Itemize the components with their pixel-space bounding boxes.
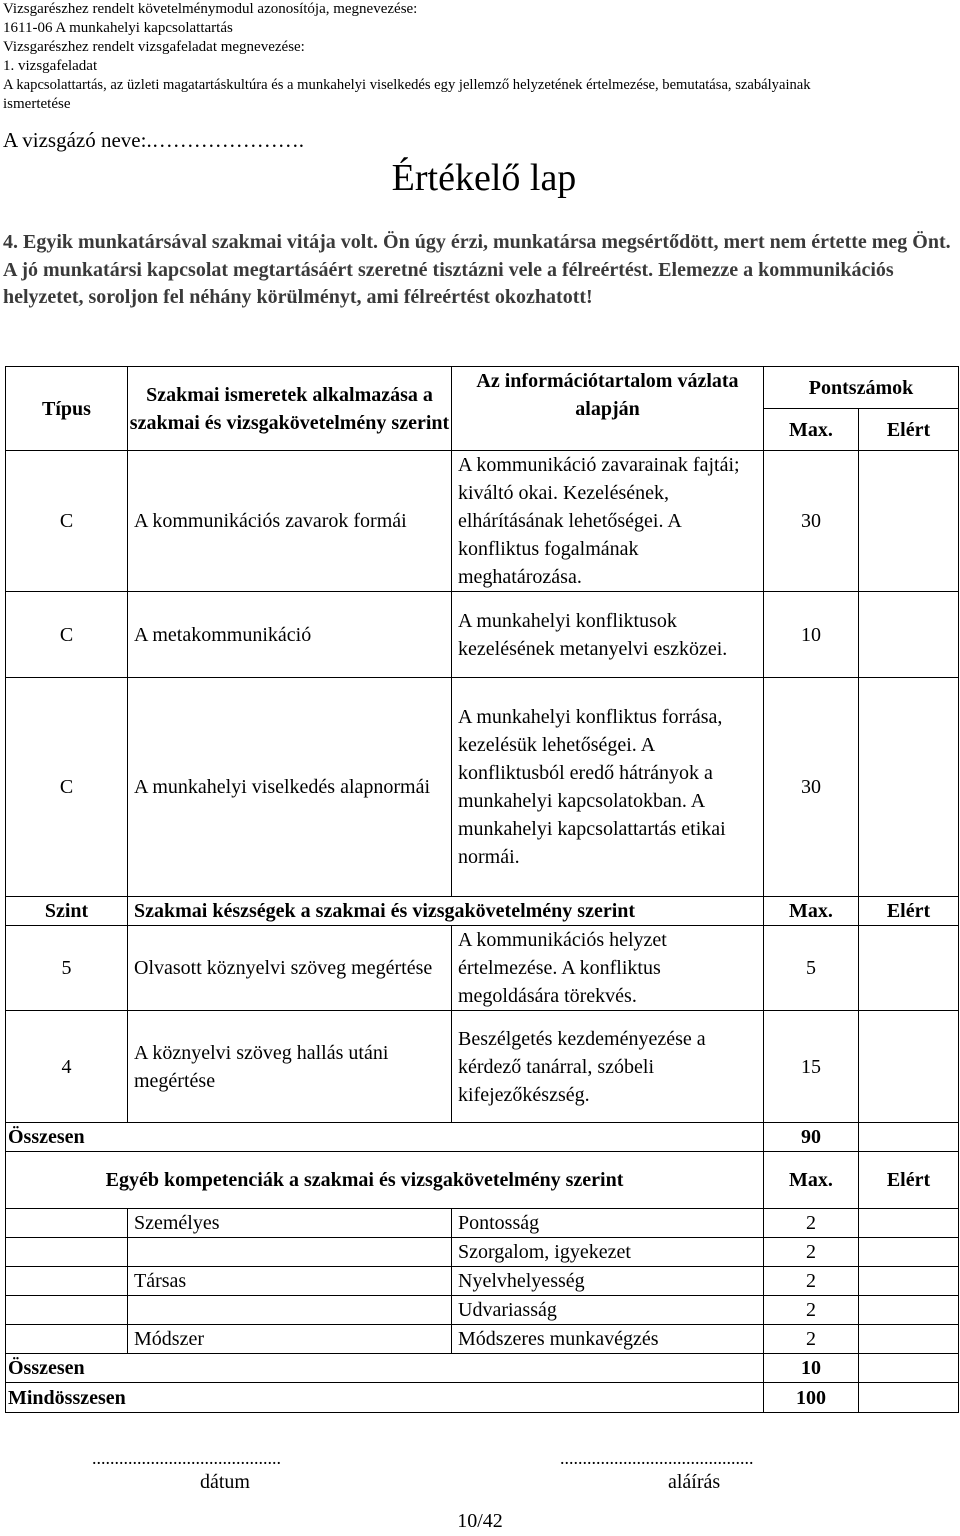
table-row	[6, 1267, 959, 1296]
category-cell: Módszer	[128, 1325, 452, 1354]
evaluation-table	[5, 366, 959, 1413]
subtotal-label: Összesen	[6, 1123, 764, 1152]
competency-cell: Szorgalom, igyekezet	[452, 1238, 764, 1267]
max-points-cell: 30	[764, 678, 859, 897]
knowledge-cell: A metakommunikáció	[128, 592, 452, 678]
header-line: A kapcsolattartás, az üzleti magatartáskultúra és a munkahelyi viselkedés egy jellemző helyzetének értelmezése, bemutatása, szabályainak	[3, 77, 811, 93]
competency-cell: Pontosság	[452, 1209, 764, 1238]
skills-head-row	[6, 897, 959, 926]
competency-cell: Módszeres munkavégzés	[452, 1325, 764, 1354]
content-cell: A munkahelyi konfliktus forrása, kezelésük lehetőségei. A konfliktusból eredő hátrányok a munkahelyi kapcsolatokban. A munkahelyi kapcsolattartás etikai normái.	[452, 678, 764, 897]
col-head-achieved: Elért	[859, 897, 959, 926]
page-title: Értékelő lap	[391, 157, 577, 199]
signature-label: aláírás	[668, 1471, 721, 1493]
date-dotted-line: ..........................................	[92, 1448, 281, 1468]
header-line: ismertetése	[3, 96, 71, 112]
table-row	[6, 451, 959, 592]
table-row	[6, 1238, 959, 1267]
blank-cell	[6, 1325, 128, 1354]
col-head-max: Max.	[764, 897, 859, 926]
header-line: Vizsgarészhez rendelt követelménymodul azonosítója, megnevezése:	[3, 1, 418, 17]
col-head-max: Max.	[764, 409, 859, 451]
table-row	[6, 926, 959, 1011]
table-row	[6, 1325, 959, 1354]
skill-cell: A köznyelvi szöveg hallás utáni megértése	[128, 1011, 452, 1123]
col-head-level: Szint	[6, 897, 128, 926]
max-points-cell: 15	[764, 1011, 859, 1123]
blank-cell	[6, 1296, 128, 1325]
col-head-points: Pontszámok	[764, 367, 959, 409]
achieved-points-cell[interactable]	[859, 1383, 959, 1413]
other-head-title: Egyéb kompetenciák a szakmai és vizsgakövetelmény szerint	[6, 1152, 764, 1209]
category-cell: Társas	[128, 1267, 452, 1296]
skill-cell: Olvasott köznyelvi szöveg megértése	[128, 926, 452, 1011]
signature-dotted-line: ...........................................	[560, 1448, 754, 1468]
achieved-points-cell[interactable]	[859, 1296, 959, 1325]
content-cell: A munkahelyi konfliktusok kezelésének metanyelvi eszközei.	[452, 592, 764, 678]
achieved-points-cell[interactable]	[859, 1209, 959, 1238]
type-cell: C	[6, 678, 128, 897]
max-points-cell: 2	[764, 1296, 859, 1325]
content-cell: Beszélgetés kezdeményezése a kérdező tanárral, szóbeli kifejezőkészség.	[452, 1011, 764, 1123]
knowledge-cell: A munkahelyi viselkedés alapnormái	[128, 678, 452, 897]
col-head-achieved: Elért	[859, 409, 959, 451]
table-row	[6, 592, 959, 678]
achieved-points-cell[interactable]	[859, 926, 959, 1011]
header-line: 1611-06 A munkahelyi kapcsolattartás	[3, 20, 233, 36]
blank-cell	[6, 1238, 128, 1267]
other-head-row	[6, 1152, 959, 1209]
header-line: Vizsgarészhez rendelt vizsgafeladat megnevezése:	[3, 39, 305, 55]
level-cell: 5	[6, 926, 128, 1011]
content-cell: A kommunikáció zavarainak fajtái; kiváltó okai. Kezelésének, elhárításának lehetőségei. A konfliktus fogalmának meghatározása.	[452, 451, 764, 592]
col-head-content: Az információtartalom vázlata alapján	[452, 367, 764, 451]
achieved-points-cell[interactable]	[859, 1238, 959, 1267]
subtotal-value: 90	[764, 1123, 859, 1152]
max-points-cell: 30	[764, 451, 859, 592]
subtotal-row	[6, 1123, 959, 1152]
achieved-points-cell[interactable]	[859, 1267, 959, 1296]
achieved-points-cell[interactable]	[859, 451, 959, 592]
table-row	[6, 1296, 959, 1325]
skills-head-title: Szakmai készségek a szakmai és vizsgakövetelmény szerint	[128, 897, 764, 926]
grand-total-value: 100	[764, 1383, 859, 1413]
category-cell	[128, 1238, 452, 1267]
achieved-points-cell[interactable]	[859, 592, 959, 678]
task-description: 4. Egyik munkatársával szakmai vitája volt. Ön úgy érzi, munkatársa megsértődött, mert nem értette meg Önt. A jó munkatársi kapcsolat megtartásáért szeretné tisztázni vele a félreértést. Elemezze a kommunikációs helyzetet, soroljon fel néhány körülményt, ami félreértést okozhatott!	[3, 231, 951, 308]
max-points-cell: 5	[764, 926, 859, 1011]
table-row	[6, 1209, 959, 1238]
page-number: 10/42	[457, 1510, 503, 1532]
content-cell: A kommunikációs helyzet értelmezése. A konfliktus megoldására törekvés.	[452, 926, 764, 1011]
subtotal-value: 10	[764, 1354, 859, 1383]
col-head-max: Max.	[764, 1152, 859, 1209]
category-cell: Személyes	[128, 1209, 452, 1238]
competency-cell: Udvariasság	[452, 1296, 764, 1325]
category-cell	[128, 1296, 452, 1325]
table-row	[6, 1011, 959, 1123]
achieved-points-cell[interactable]	[859, 1011, 959, 1123]
table-row	[6, 678, 959, 897]
competency-cell: Nyelvhelyesség	[452, 1267, 764, 1296]
subtotal-label: Összesen	[6, 1354, 764, 1383]
achieved-points-cell[interactable]	[859, 1123, 959, 1152]
max-points-cell: 2	[764, 1238, 859, 1267]
header-line: 1. vizsgafeladat	[3, 58, 98, 74]
achieved-points-cell[interactable]	[859, 678, 959, 897]
document-header	[3, 0, 953, 114]
max-points-cell: 2	[764, 1267, 859, 1296]
achieved-points-cell[interactable]	[859, 1325, 959, 1354]
subtotal-row	[6, 1354, 959, 1383]
knowledge-cell: A kommunikációs zavarok formái	[128, 451, 452, 592]
grand-total-row	[6, 1383, 959, 1413]
blank-cell	[6, 1267, 128, 1296]
max-points-cell: 2	[764, 1209, 859, 1238]
level-cell: 4	[6, 1011, 128, 1123]
col-head-knowledge: Szakmai ismeretek alkalmazása a szakmai és vizsgakövetelmény szerint	[128, 367, 452, 451]
col-head-type: Típus	[6, 367, 128, 451]
type-cell: C	[6, 451, 128, 592]
max-points-cell: 10	[764, 592, 859, 678]
grand-total-label: Mindösszesen	[6, 1383, 764, 1413]
date-label: dátum	[200, 1471, 250, 1493]
col-head-achieved: Elért	[859, 1152, 959, 1209]
achieved-points-cell[interactable]	[859, 1354, 959, 1383]
blank-cell	[6, 1209, 128, 1238]
max-points-cell: 2	[764, 1325, 859, 1354]
candidate-name-field: A vizsgázó neve:.………………….	[3, 128, 304, 152]
table-head-row	[6, 367, 959, 409]
type-cell: C	[6, 592, 128, 678]
